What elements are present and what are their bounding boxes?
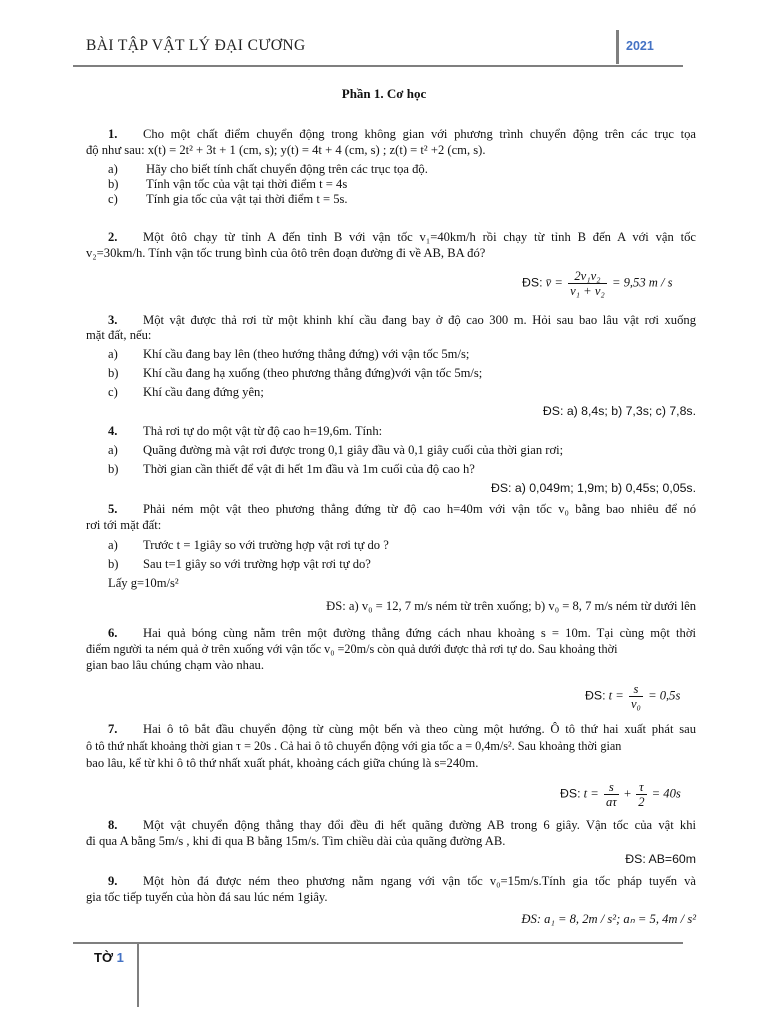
fraction-denominator: aτ <box>605 795 617 809</box>
problem-8-line-1: Một vật chuyển động thẳng thay đổi đều đi hết quãng đường AB trong 6 giây. Vận tốc của vật khi <box>143 818 696 832</box>
footer-rule <box>73 942 683 944</box>
answer-prefix: ĐS: <box>522 275 543 290</box>
problem-5-b-text: Sau t=1 giây so với trường hợp vật rơi tự do? <box>143 557 371 571</box>
problem-3-line-1: Một vật được thả rơi từ một khinh khí cầu đang bay ở độ cao 300 m. Hỏi sau bao lâu vật rơi xuống <box>143 313 696 327</box>
problem-5-b-label: b) <box>108 557 119 571</box>
section-title: Phần 1. Cơ học <box>341 86 427 101</box>
answer-rhs: = 40s <box>651 786 681 801</box>
problem-5-a-text: Trước t = 1giây so với trường hợp vật rơi tự do ? <box>143 538 389 552</box>
problem-5-line-1: Phải ném một vật theo phương thẳng đứng từ độ cao h=40m với vận tốc v₀ bằng bao nhiêu để nó <box>143 502 696 516</box>
problem-9-line-2: gia tốc tiếp tuyến của hòn đá sau lúc ném 1giây. <box>86 890 328 904</box>
fraction-denominator: v₁ + v₂ <box>570 284 605 298</box>
problem-8-answer: ĐS: AB=60m <box>625 852 696 866</box>
problem-3-b-label: b) <box>108 366 119 380</box>
problem-4-b-label: b) <box>108 462 119 476</box>
problem-3-answer: ĐS: a) 8,4s; b) 7,3s; c) 7,8s. <box>542 404 696 418</box>
fraction-denominator: 2 <box>638 795 645 809</box>
problem-8-line-2: đi qua A bằng 5m/s , khi đi qua B bằng 15m/s. Tìm chiều dài của quãng đường AB. <box>86 834 506 848</box>
answer-plus: + <box>623 786 632 801</box>
problem-1-line-2: độ như sau: x(t) = 2t² + 3t + 1 (cm, s); y(t) = 4t + 4 (cm, s) ; z(t) = t² +2 (cm, s). <box>86 143 486 157</box>
problem-4-b-text: Thời gian cần thiết để vật đi hết 1m đầu và 1m cuối của độ cao h? <box>143 462 475 476</box>
problem-1-a-text: Hãy cho biết tính chất chuyển động trên các trục tọa độ. <box>146 162 428 176</box>
problem-2-line-1: Một ôtô chạy từ tỉnh A đến tỉnh B với vận tốc v₁=40km/h rồi chạy từ tỉnh B đến A với vận tốc <box>143 230 696 244</box>
problem-3-a-text: Khí cầu đang bay lên (theo hướng thẳng đứng) với vận tốc 5m/s; <box>143 347 470 361</box>
answer-lhs: t = <box>583 786 599 801</box>
answer-fraction-2 <box>636 780 646 809</box>
problem-7-line-1: Hai ô tô bắt đầu chuyển động từ cùng một bến và theo cùng một hướng. Ô tô thứ hai xuất phát sau <box>143 722 696 736</box>
problem-7-line-2: ô tô thứ nhất khoảng thời gian τ = 20s . Cả hai ô tô chuyển động với gia tốc a = 0,4m/s². Sau khoảng thời gian <box>86 739 622 753</box>
answer-lhs: t = <box>608 688 624 703</box>
fraction-numerator: τ <box>636 780 646 795</box>
problem-7-line-3: bao lâu, kể từ khi ô tô thứ nhất xuất phát, khoảng cách giữa chúng là s=240m. <box>86 756 479 770</box>
footer-label-text: TỜ <box>94 950 114 965</box>
problem-4-number: 4. <box>108 424 118 438</box>
problem-6-line-3: gian bao lâu chúng chạm vào nhau. <box>86 658 265 672</box>
problem-9-number: 9. <box>108 874 118 888</box>
answer-fraction <box>629 682 643 711</box>
problem-2-line-2: v₂=30km/h. Tính vận tốc trung bình của ôtô trên đoạn đường đi về AB, BA đó? <box>86 246 486 260</box>
problem-7-answer <box>560 780 681 809</box>
problem-5-number: 5. <box>108 502 118 516</box>
problem-6-number: 6. <box>108 626 118 640</box>
answer-lhs: v̄ = <box>545 275 563 290</box>
problem-5-a-label: a) <box>108 538 118 552</box>
problem-2-answer <box>522 269 673 298</box>
problem-1-number: 1. <box>108 127 118 141</box>
answer-rhs: = 0,5s <box>648 688 681 703</box>
fraction-numerator: s <box>604 780 619 795</box>
problem-3-number: 3. <box>108 313 118 327</box>
header-year: 2021 <box>626 39 654 53</box>
problem-1-c-label: c) <box>108 192 118 206</box>
problem-9-line-1: Một hòn đá được ném theo phương nằm ngang với vận tốc v₀=15m/s.Tính gia tốc pháp tuyến và <box>143 874 696 888</box>
fraction-numerator: s <box>629 682 643 697</box>
problem-1-b-text: Tính vận tốc của vật tại thời điểm t = 4s <box>146 177 348 191</box>
problem-8-number: 8. <box>108 818 118 832</box>
header-title: BÀI TẬP VẬT LÝ ĐẠI CƯƠNG <box>86 37 306 54</box>
problem-6-line-1: Hai quả bóng cùng nằm trên một đường thẳng đứng cách nhau khoảng s = 10m. Tại cùng một thời <box>143 626 696 640</box>
problem-1-line-1: Cho một chất điểm chuyển động trong không gian với phương trình chuyển động trên các trục tọa <box>143 127 696 141</box>
footer-page-label <box>94 950 124 965</box>
problem-1-c-text: Tính gia tốc của vật tại thời điểm t = 5s. <box>146 192 348 206</box>
problem-1-b-label: b) <box>108 177 119 191</box>
problem-4-line-1: Thả rơi tự do một vật từ độ cao h=19,6m. Tính: <box>143 424 383 438</box>
problem-5-line-2: rơi tới mặt đất: <box>86 518 162 532</box>
problem-7-number: 7. <box>108 722 118 736</box>
problem-3-b-text: Khí cầu đang hạ xuống (theo phương thẳng đứng)với vận tốc 5m/s; <box>143 366 483 380</box>
problem-5-answer: ĐS: a) v₀ = 12, 7 m/s ném từ trên xuống; b) v₀ = 8, 7 m/s ném từ dưới lên <box>326 599 696 613</box>
problem-9-answer: ĐS: a₁ = 8, 2m / s²; aₙ = 5, 4m / s² <box>521 912 696 926</box>
problem-2-number: 2. <box>108 230 118 244</box>
answer-fraction <box>568 269 607 298</box>
problem-6-answer <box>585 682 680 711</box>
page-number: 1 <box>116 950 124 965</box>
problem-6-line-2: điểm người ta ném quả ở trên xuống với vận tốc v₀ =20m/s còn quả dưới được thả rơi tự do. Sau khoảng thời <box>86 642 618 656</box>
answer-prefix: ĐS: <box>585 688 606 703</box>
problem-4-a-text: Quãng đường mà vật rơi được trong 0,1 giây đầu và 0,1 giây cuối của thời gian rơi; <box>143 443 564 457</box>
fraction-denominator: v₀ <box>630 697 641 711</box>
header-divider <box>616 30 619 64</box>
fraction-numerator: 2v₁v₂ <box>568 269 607 284</box>
problem-3-c-label: c) <box>108 385 118 399</box>
problem-1-a-label: a) <box>108 162 118 176</box>
problem-3-a-label: a) <box>108 347 118 361</box>
footer-divider <box>137 943 139 1007</box>
problem-5-gravity: Lấy g=10m/s² <box>108 576 179 590</box>
header-rule <box>73 65 683 67</box>
answer-prefix: ĐS: <box>560 786 581 801</box>
problem-3-line-2: mặt đất, nếu: <box>86 328 152 342</box>
problem-4-answer: ĐS: a) 0,049m; 1,9m; b) 0,45s; 0,05s. <box>490 481 696 495</box>
problem-3-c-text: Khí cầu đang đứng yên; <box>143 385 264 399</box>
answer-fraction-1 <box>604 780 619 809</box>
problem-4-a-label: a) <box>108 443 118 457</box>
answer-rhs: = 9,53 m / s <box>611 275 673 290</box>
